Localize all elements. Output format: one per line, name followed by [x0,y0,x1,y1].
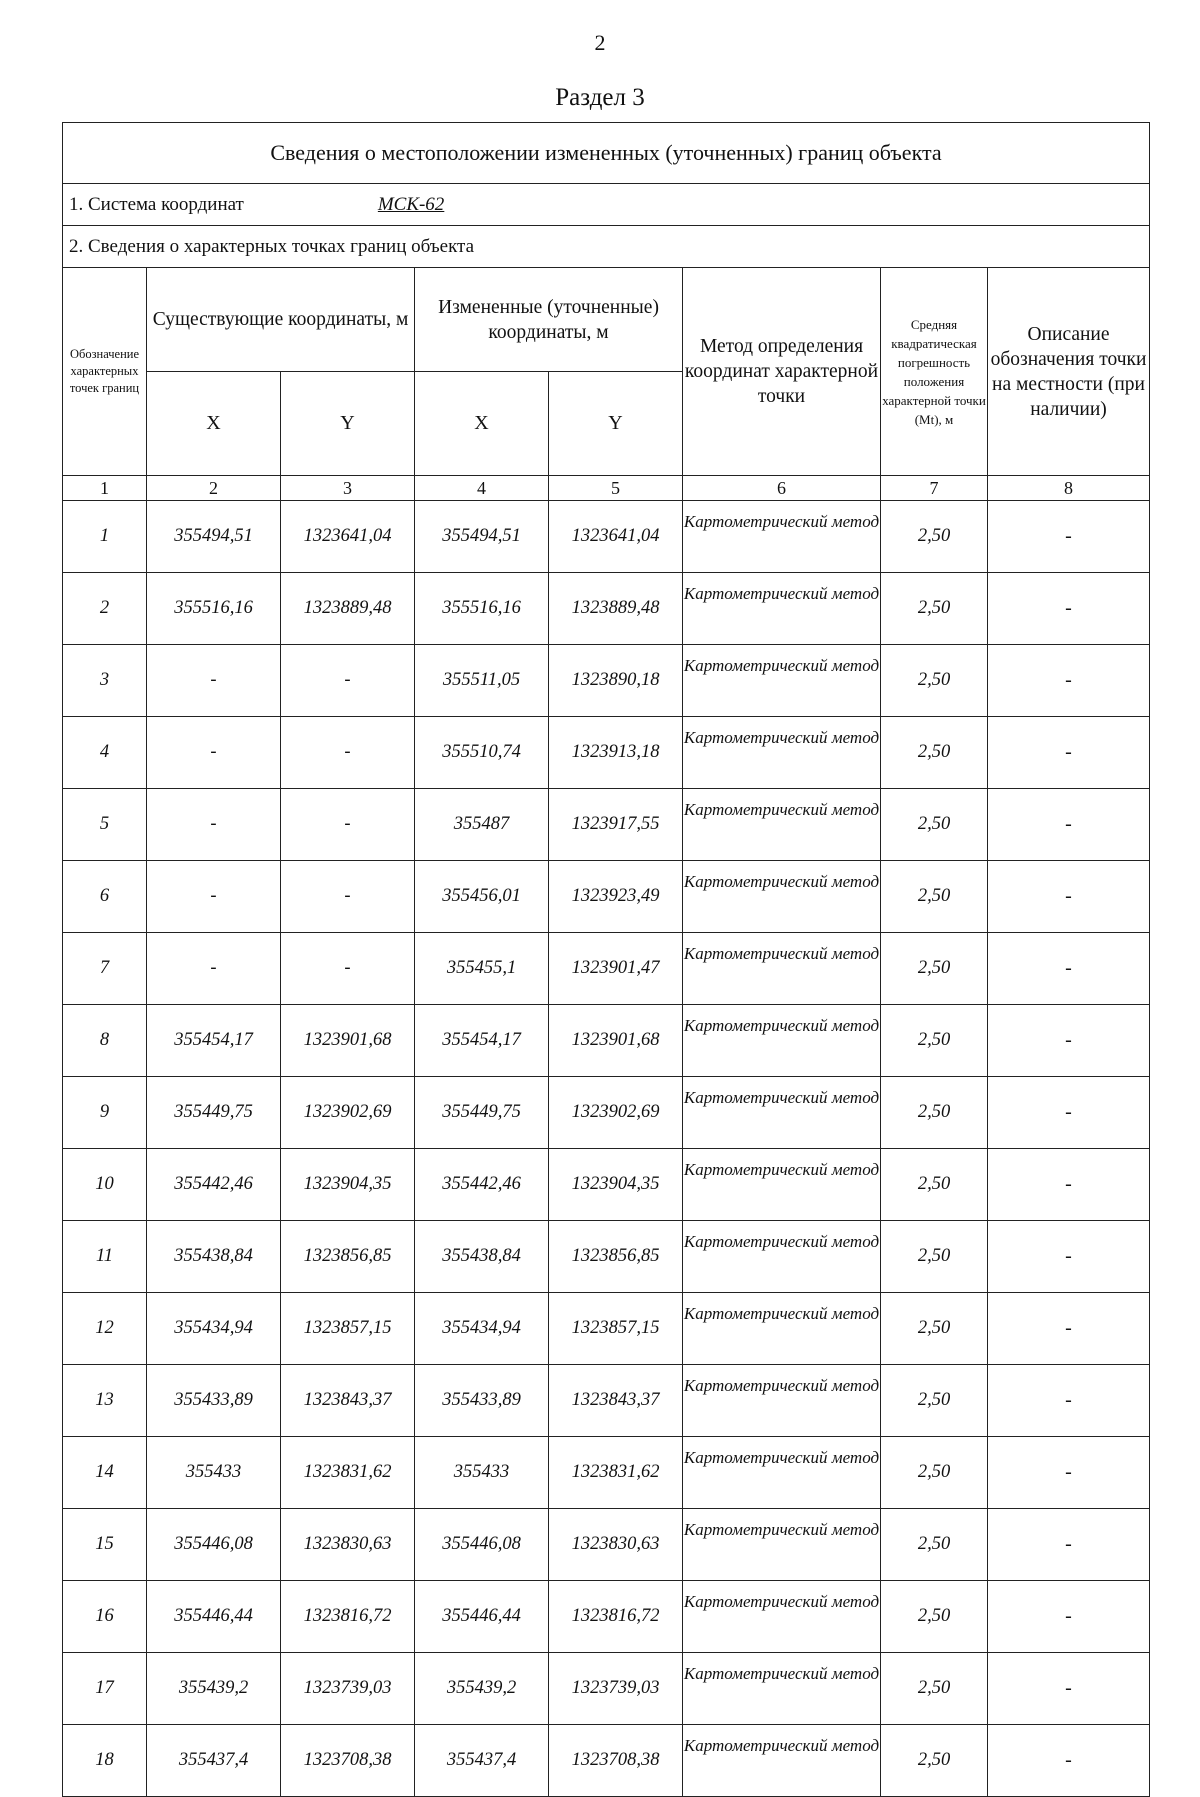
col-number: 8 [988,476,1150,501]
existing-y-cell: 1323708,38 [281,1725,415,1797]
existing-y-cell: 1323816,72 [281,1581,415,1653]
point-number-cell: 1 [63,501,147,573]
table-row [63,1077,1150,1149]
description-cell: - [988,717,1150,789]
point-number-cell: 16 [63,1581,147,1653]
point-number-cell: 5 [63,789,147,861]
error-mt-cell: 2,50 [881,1365,988,1437]
changed-x-cell: 355511,05 [415,645,549,717]
changed-y-cell: 1323831,62 [549,1437,683,1509]
method-cell: Картометрический метод [683,1581,881,1653]
table-row [63,717,1150,789]
changed-x-cell: 355487 [415,789,549,861]
description-cell: - [988,1653,1150,1725]
existing-x-cell: 355439,2 [147,1653,281,1725]
col-number: 2 [147,476,281,501]
changed-x-cell: 355446,44 [415,1581,549,1653]
method-cell: Картометрический метод [683,1365,881,1437]
header-description: Описание обозначения точки на местности (при наличии) [988,268,1150,476]
changed-y-cell: 1323857,15 [549,1293,683,1365]
existing-y-cell: 1323901,68 [281,1005,415,1077]
description-cell: - [988,1725,1150,1797]
existing-y-cell: - [281,645,415,717]
table-row [63,645,1150,717]
error-mt-cell: 2,50 [881,861,988,933]
point-number-cell: 7 [63,933,147,1005]
point-number-cell: 11 [63,1221,147,1293]
point-number-cell: 12 [63,1293,147,1365]
changed-x-cell: 355456,01 [415,861,549,933]
section-title: Раздел 3 [555,84,645,111]
existing-y-cell: 1323641,04 [281,501,415,573]
coord-system-label: 1. Система координат [69,193,244,215]
error-mt-cell: 2,50 [881,1293,988,1365]
method-cell: Картометрический метод [683,1653,881,1725]
changed-x-cell: 355446,08 [415,1509,549,1581]
existing-y-cell: 1323902,69 [281,1077,415,1149]
col-number: 5 [549,476,683,501]
error-mt-cell: 2,50 [881,1437,988,1509]
changed-y-cell: 1323816,72 [549,1581,683,1653]
existing-x-cell: 355433 [147,1437,281,1509]
table-row [63,861,1150,933]
changed-y-cell: 1323830,63 [549,1509,683,1581]
existing-x-cell: 355446,44 [147,1581,281,1653]
header-existing: Существующие координаты, м [147,268,415,372]
error-mt-cell: 2,50 [881,573,988,645]
description-cell: - [988,1581,1150,1653]
changed-x-cell: 355442,46 [415,1149,549,1221]
table-row [63,1653,1150,1725]
method-cell: Картометрический метод [683,789,881,861]
changed-x-cell: 355510,74 [415,717,549,789]
point-number-cell: 10 [63,1149,147,1221]
existing-y-cell: 1323904,35 [281,1149,415,1221]
error-mt-cell: 2,50 [881,1077,988,1149]
header-changed: Измененные (уточненные) координаты, м [415,268,683,372]
header-existing-x: X [147,372,281,476]
existing-y-cell: - [281,861,415,933]
method-cell: Картометрический метод [683,645,881,717]
existing-y-cell: 1323856,85 [281,1221,415,1293]
existing-y-cell: - [281,717,415,789]
changed-x-cell: 355449,75 [415,1077,549,1149]
changed-x-cell: 355516,16 [415,573,549,645]
changed-x-cell: 355433,89 [415,1365,549,1437]
changed-x-cell: 355433 [415,1437,549,1509]
col-number: 6 [683,476,881,501]
existing-x-cell: 355449,75 [147,1077,281,1149]
method-cell: Картометрический метод [683,861,881,933]
table-title: Сведения о местоположении измененных (уточненных) границ объекта [63,123,1150,184]
existing-x-cell: - [147,645,281,717]
existing-x-cell: - [147,717,281,789]
existing-y-cell: 1323857,15 [281,1293,415,1365]
point-number-cell: 13 [63,1365,147,1437]
changed-y-cell: 1323708,38 [549,1725,683,1797]
coord-system-row [63,184,1150,226]
table-row [63,573,1150,645]
method-cell: Картометрический метод [683,717,881,789]
boundary-points-table [62,122,1150,1797]
points-heading: 2. Сведения о характерных точках границ объекта [63,226,1150,268]
table-row [63,1005,1150,1077]
changed-y-cell: 1323904,35 [549,1149,683,1221]
description-cell: - [988,933,1150,1005]
existing-x-cell: 355434,94 [147,1293,281,1365]
error-mt-cell: 2,50 [881,789,988,861]
existing-x-cell: 355454,17 [147,1005,281,1077]
changed-x-cell: 355439,2 [415,1653,549,1725]
changed-y-cell: 1323856,85 [549,1221,683,1293]
error-mt-cell: 2,50 [881,1221,988,1293]
description-cell: - [988,501,1150,573]
changed-x-cell: 355434,94 [415,1293,549,1365]
error-mt-cell: 2,50 [881,1581,988,1653]
page-number: 2 [594,30,606,55]
existing-x-cell: 355494,51 [147,501,281,573]
coord-system-value: МСК-62 [377,193,445,215]
point-number-cell: 3 [63,645,147,717]
col-number: 4 [415,476,549,501]
description-cell: - [988,1365,1150,1437]
changed-y-cell: 1323901,68 [549,1005,683,1077]
existing-x-cell: - [147,789,281,861]
method-cell: Картометрический метод [683,1149,881,1221]
description-cell: - [988,1077,1150,1149]
changed-x-cell: 355455,1 [415,933,549,1005]
existing-y-cell: - [281,789,415,861]
error-mt-cell: 2,50 [881,717,988,789]
existing-x-cell: 355433,89 [147,1365,281,1437]
changed-y-cell: 1323890,18 [549,645,683,717]
point-number-cell: 14 [63,1437,147,1509]
changed-y-cell: 1323917,55 [549,789,683,861]
method-cell: Картометрический метод [683,1725,881,1797]
changed-y-cell: 1323843,37 [549,1365,683,1437]
col-number: 1 [63,476,147,501]
table-row [63,933,1150,1005]
description-cell: - [988,573,1150,645]
existing-x-cell: 355437,4 [147,1725,281,1797]
changed-y-cell: 1323902,69 [549,1077,683,1149]
existing-x-cell: - [147,861,281,933]
table-row [63,1149,1150,1221]
changed-y-cell: 1323739,03 [549,1653,683,1725]
table-row [63,1365,1150,1437]
existing-x-cell: 355438,84 [147,1221,281,1293]
changed-y-cell: 1323923,49 [549,861,683,933]
method-cell: Картометрический метод [683,933,881,1005]
existing-y-cell: 1323830,63 [281,1509,415,1581]
method-cell: Картометрический метод [683,1293,881,1365]
changed-y-cell: 1323901,47 [549,933,683,1005]
header-changed-x: X [415,372,549,476]
point-number-cell: 15 [63,1509,147,1581]
error-mt-cell: 2,50 [881,933,988,1005]
col-number: 7 [881,476,988,501]
point-number-cell: 4 [63,717,147,789]
method-cell: Картометрический метод [683,573,881,645]
header-error: Средняя квадратическая погрешность положения характерной точки (Mt), м [881,268,988,476]
table-row [63,1581,1150,1653]
description-cell: - [988,1437,1150,1509]
header-method: Метод определения координат характерной точки [683,268,881,476]
existing-x-cell: 355442,46 [147,1149,281,1221]
description-cell: - [988,789,1150,861]
description-cell: - [988,1221,1150,1293]
error-mt-cell: 2,50 [881,1509,988,1581]
changed-x-cell: 355454,17 [415,1005,549,1077]
existing-x-cell: - [147,933,281,1005]
existing-x-cell: 355446,08 [147,1509,281,1581]
existing-y-cell: 1323843,37 [281,1365,415,1437]
table-row [63,1725,1150,1797]
description-cell: - [988,1005,1150,1077]
point-number-cell: 8 [63,1005,147,1077]
description-cell: - [988,1149,1150,1221]
method-cell: Картометрический метод [683,1221,881,1293]
header-existing-y: Y [281,372,415,476]
existing-x-cell: 355516,16 [147,573,281,645]
existing-y-cell: 1323739,03 [281,1653,415,1725]
existing-y-cell: 1323889,48 [281,573,415,645]
table-row [63,1509,1150,1581]
point-number-cell: 18 [63,1725,147,1797]
error-mt-cell: 2,50 [881,1149,988,1221]
error-mt-cell: 2,50 [881,645,988,717]
point-number-cell: 6 [63,861,147,933]
method-cell: Картометрический метод [683,1509,881,1581]
description-cell: - [988,861,1150,933]
table-row [63,789,1150,861]
existing-y-cell: 1323831,62 [281,1437,415,1509]
method-cell: Картометрический метод [683,1005,881,1077]
point-number-cell: 2 [63,573,147,645]
header-changed-y: Y [549,372,683,476]
table-row [63,1293,1150,1365]
error-mt-cell: 2,50 [881,501,988,573]
changed-x-cell: 355494,51 [415,501,549,573]
existing-y-cell: - [281,933,415,1005]
column-numbers-row [63,476,1150,501]
point-number-cell: 9 [63,1077,147,1149]
table-row [63,501,1150,573]
method-cell: Картометрический метод [683,501,881,573]
changed-y-cell: 1323889,48 [549,573,683,645]
description-cell: - [988,1509,1150,1581]
changed-y-cell: 1323913,18 [549,717,683,789]
header-designation: Обозначение характерных точек границ [63,268,147,476]
description-cell: - [988,645,1150,717]
table-row [63,1221,1150,1293]
description-cell: - [988,1293,1150,1365]
table-row [63,1437,1150,1509]
changed-x-cell: 355438,84 [415,1221,549,1293]
error-mt-cell: 2,50 [881,1725,988,1797]
error-mt-cell: 2,50 [881,1005,988,1077]
col-number: 3 [281,476,415,501]
point-number-cell: 17 [63,1653,147,1725]
method-cell: Картометрический метод [683,1437,881,1509]
error-mt-cell: 2,50 [881,1653,988,1725]
changed-x-cell: 355437,4 [415,1725,549,1797]
changed-y-cell: 1323641,04 [549,501,683,573]
method-cell: Картометрический метод [683,1077,881,1149]
